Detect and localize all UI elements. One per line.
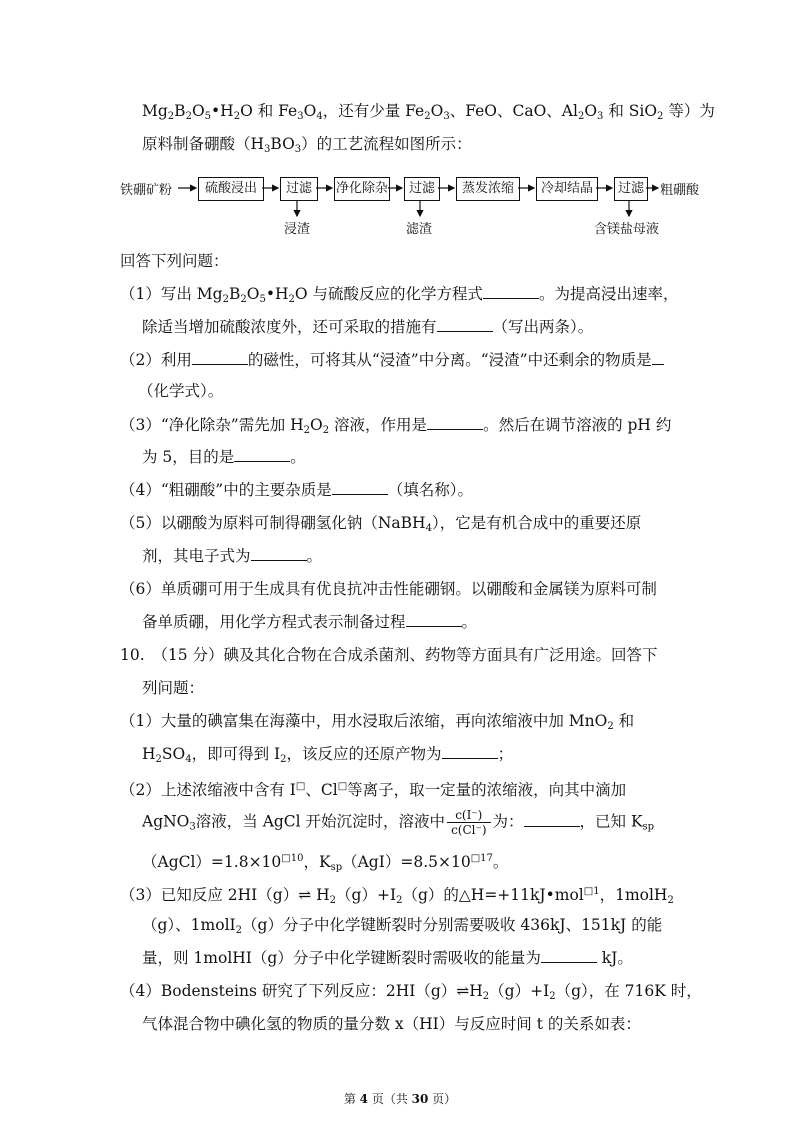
flow-output-mother-liquor: 含镁盐母液: [594, 222, 660, 237]
flow-output-residue-2: 滤渣: [406, 222, 433, 237]
answer-blank[interactable]: [251, 546, 307, 561]
flow-step-leaching: 硫酸浸出: [198, 177, 264, 201]
flow-step-filter-3: 过滤: [614, 177, 648, 201]
question-1-line-1: （1）写出 $Mg_2B_2O_5•H_2O$ 与硫酸反应的化学方程式 。为提高浸出速率，: [120, 285, 679, 305]
answer-blank[interactable]: [652, 350, 664, 365]
flow-start-label: 铁硼矿粉: [120, 183, 173, 198]
question-6-line-1: （6）单质硼可用于生成具有优良抗冲击性能硼钢。以硼酸和金属镁为原料可制: [120, 580, 657, 598]
part-4-line-2: 气体混合物中碘化氢的物质的量分数 x（HI）与反应时间 t 的关系如表：: [142, 1015, 641, 1033]
answer-blank[interactable]: [524, 812, 580, 827]
part-3-line-1: （3）已知反应 2HI（g）⇌ $H_2(g)+I_2(g)$的△H=+11kJ•mol$^{□1}$，1molH$_2$: [120, 886, 674, 906]
question-3-line-1: （3）“净化除杂”需先加 $H_2O_2$ 溶液，作用是 。然后在调节溶液的 pH 约: [120, 416, 672, 436]
intro-line-2: 原料制备硼酸$(H_3BO_3)$的工艺流程如图所示：: [142, 135, 472, 155]
answer-blank[interactable]: [483, 284, 539, 299]
part-2-line-3: $(AgCl)=1.8\times 10^{□10}$，$K_{sp}(AgI)=8.5\times 10^{□17}$。: [142, 853, 509, 873]
answer-blank[interactable]: [437, 317, 493, 332]
flow-step-evaporate: 蒸发浓缩: [456, 177, 520, 201]
answer-blank[interactable]: [234, 447, 290, 462]
flow-step-filter-2: 过滤: [404, 177, 440, 201]
flow-step-filter-1: 过滤: [280, 177, 318, 201]
question-2-line-2: （化学式）。: [138, 382, 224, 400]
part-1-line-1: （1）大量的碘富集在海藻中，用水浸取后浓缩，再向浓缩液中加 MnO$_2$ 和: [120, 712, 635, 732]
flow-step-purify: 净化除杂: [334, 177, 390, 201]
concentration-ratio-fraction: $\frac{c(I^-)}{c(Cl^-)}$: [447, 808, 490, 837]
question-3-line-2: 为 5，目的是 。: [142, 448, 306, 466]
part-3-line-3: 量，则 1molHI（g）分子中化学键断裂时需吸收的能量为 kJ。: [142, 949, 633, 967]
answer-blank[interactable]: [541, 948, 597, 963]
flow-step-crystallize: 冷却结晶: [536, 177, 598, 201]
flow-output-residue-1: 浸渣: [284, 222, 311, 237]
question-4: （4）“粗硼酸”中的主要杂质是 （填名称）。: [120, 481, 473, 499]
answer-blank[interactable]: [427, 415, 483, 430]
answer-blank[interactable]: [442, 744, 498, 759]
question-10-line-2: 列问题：: [142, 679, 205, 697]
question-5-line-2: 剂，其电子式为 。: [142, 547, 323, 565]
question-6-line-2: 备单质硼，用化学方程式表示制备过程 。: [142, 613, 478, 631]
part-4-line-1: （4）Bodensteins 研究了下列反应：$2HI(g)\rightleftharpoons H_2(g)+I_2(g)$，在 716K 时，: [120, 982, 702, 1002]
part-1-line-2: $H_2SO_4$，即可得到 $I_2$，该反应的还原产物为 ；: [142, 745, 514, 765]
part-3-line-2: （g）、1molI$_2$（g）分子中化学键断裂时分别需要吸收 436kJ、151kJ 的能: [142, 916, 663, 936]
question-5-line-1: （5）以硼酸为原料可制得硼氢化钠（NaBH$_4$），它是有机合成中的重要还原: [120, 514, 642, 534]
answer-prompt: 回答下列问题：: [120, 252, 229, 270]
process-flowchart: [120, 170, 720, 240]
page-footer: 第 4 页（共 30 页）: [343, 1092, 457, 1106]
question-1-line-2: 除适当增加硫酸浓度外，还可采取的措施有 （写出两条）。: [142, 318, 594, 336]
flow-end-label: 粗硼酸: [660, 183, 700, 198]
intro-line-1: $Mg_2B_2O_5•H_2O$ 和 $Fe_3O_4$，还有少量 $Fe_2O_3$、FeO、CaO、$Al_2O_3$ 和 SiO$_2$ 等）为: [142, 102, 715, 122]
question-10-line-1: 10. （15 分）碘及其化合物在合成杀菌剂、药物等方面具有广泛用途。回答下: [120, 646, 658, 664]
answer-blank[interactable]: [332, 480, 388, 495]
answer-blank[interactable]: [192, 350, 248, 365]
answer-blank[interactable]: [406, 612, 462, 627]
part-2-line-2: AgNO$_3$溶液，当 AgCl 开始沉淀时，溶液中 $\frac{c(I^-)}{c(Cl^-)}$ 为： ，已知 $K_{sp}$: [142, 808, 655, 837]
part-2-line-1: （2）上述浓缩液中含有 I□、Cl□等离子，取一定量的浓缩液，向其中滴加: [120, 781, 627, 799]
question-2-line-1: （2）利用 的磁性，可将其从“浸渣”中分离。“浸渣”中还剩余的物质是: [120, 349, 664, 371]
